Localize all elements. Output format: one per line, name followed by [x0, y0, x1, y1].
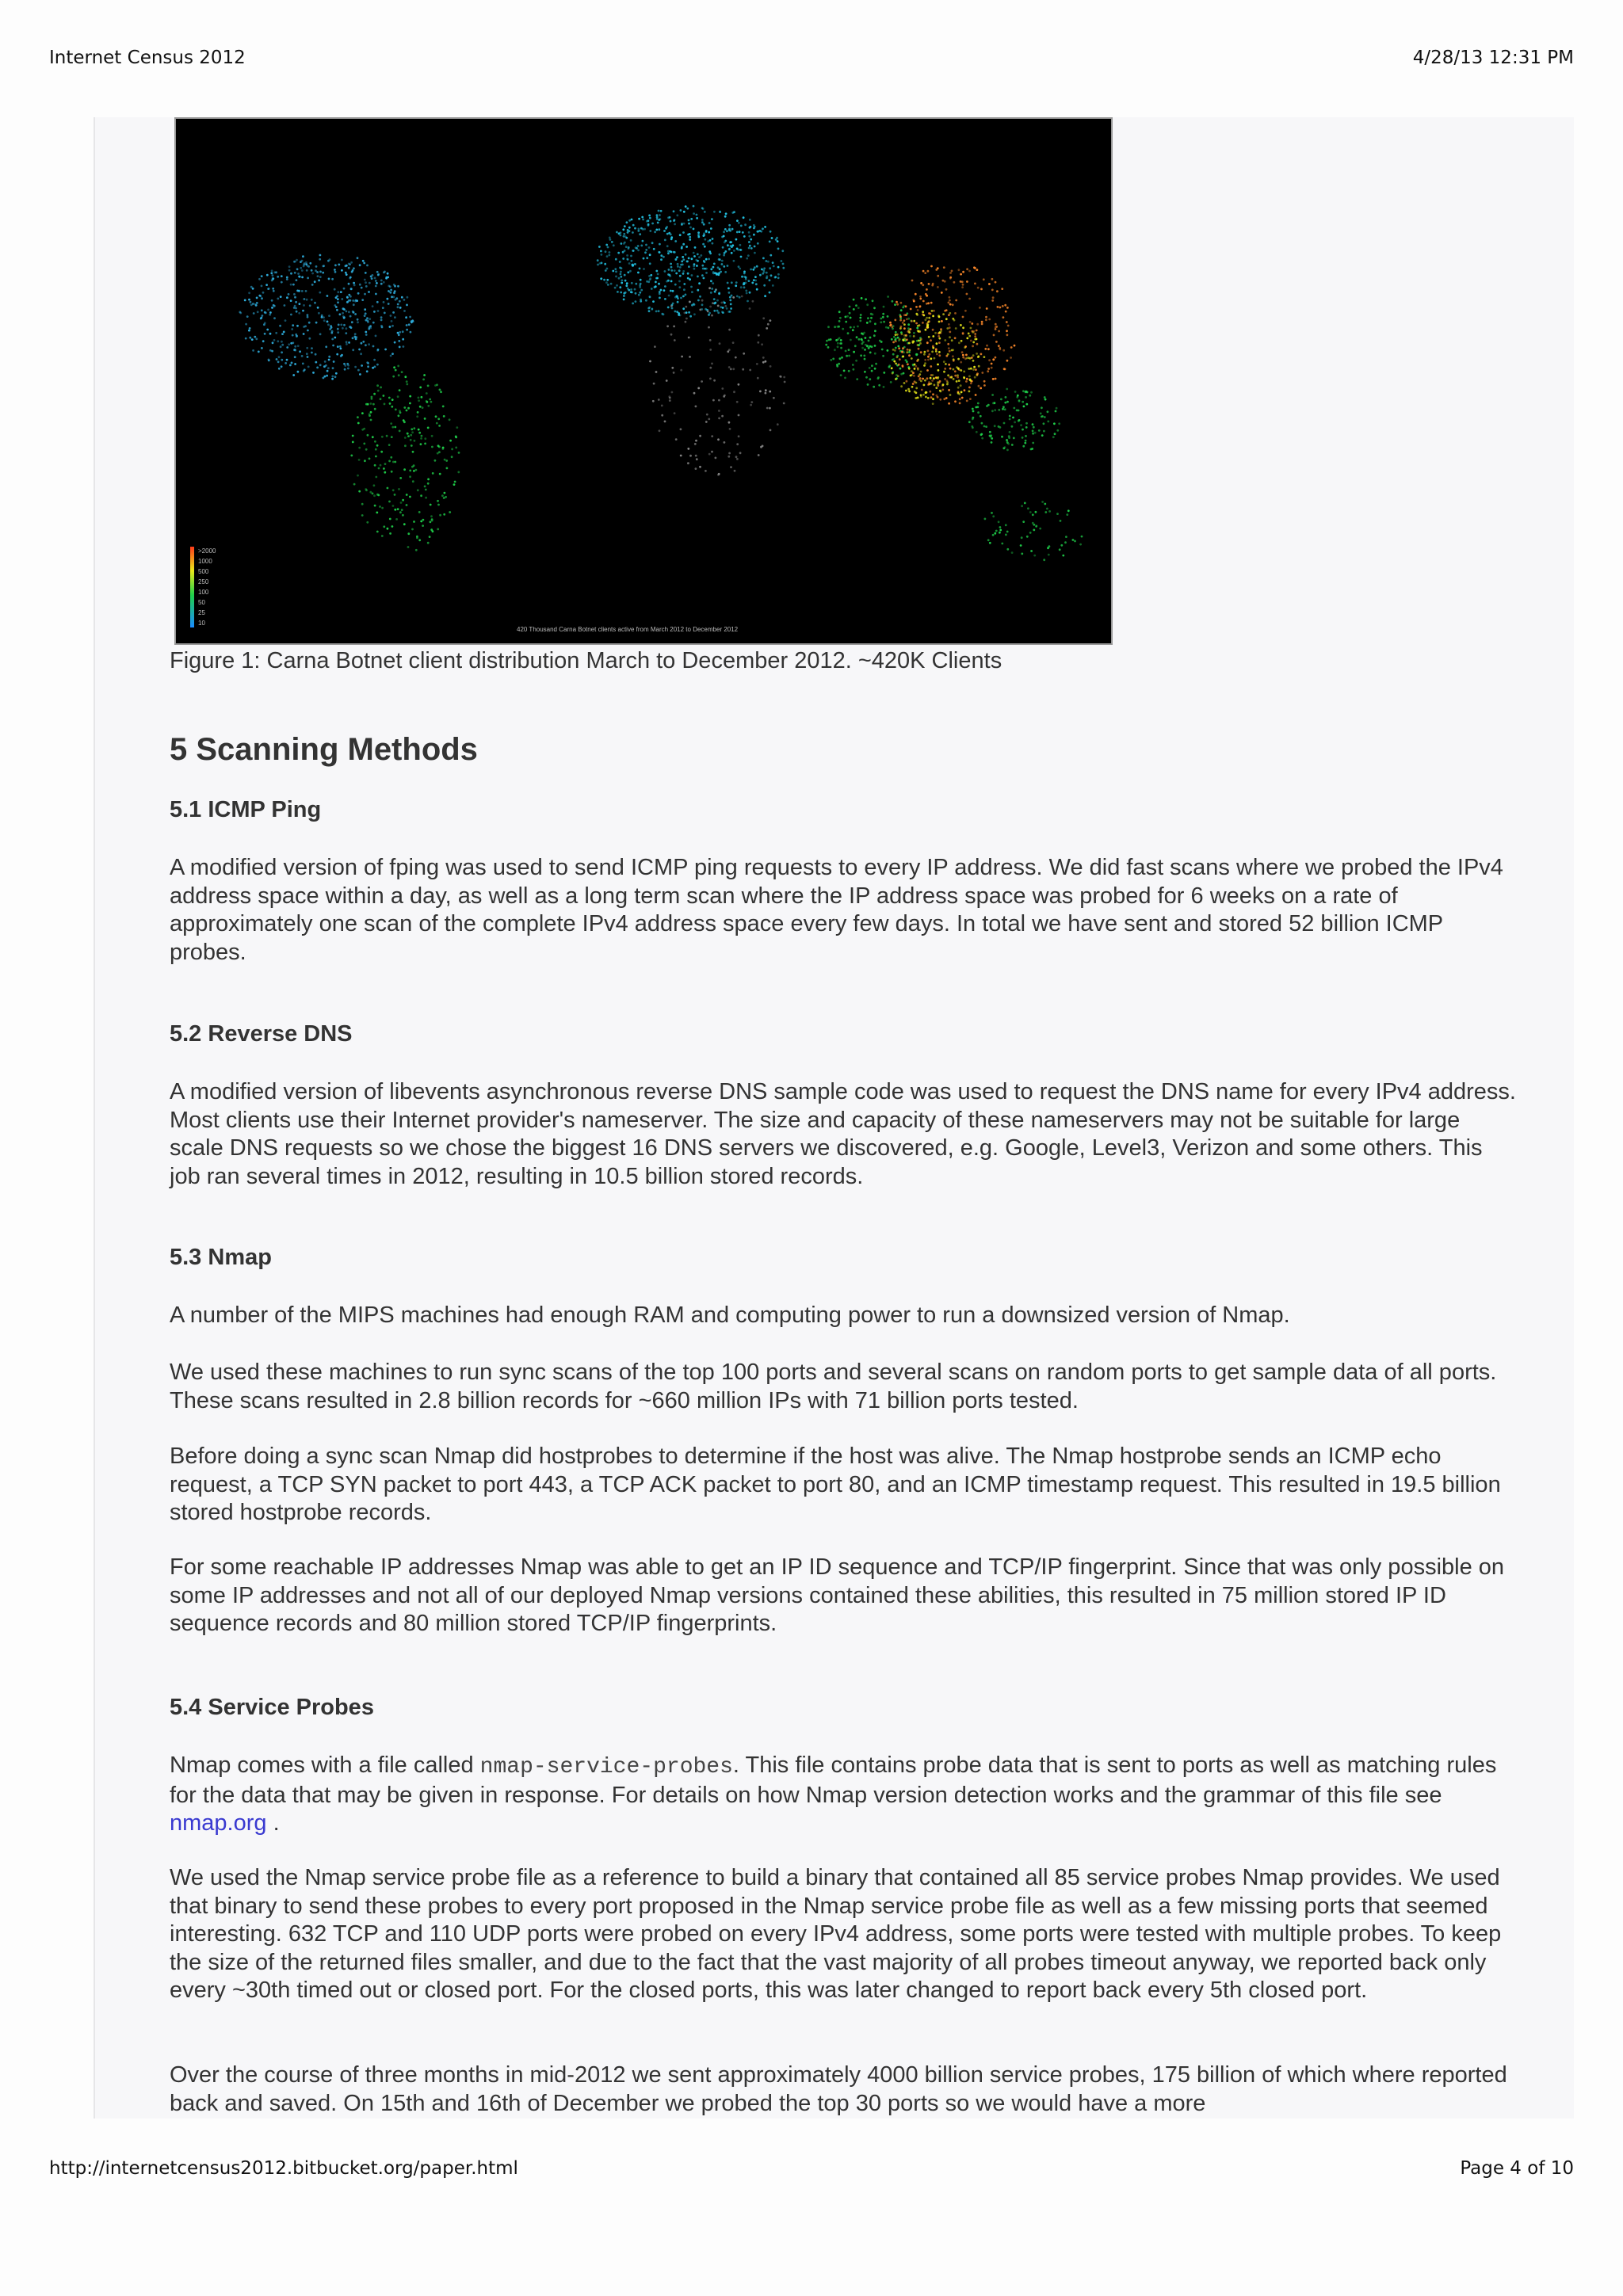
section-heading: 5 Scanning Methods: [170, 732, 478, 767]
text: Nmap comes with a file called: [170, 1753, 480, 1778]
text: . This file contains probe data that is sent to ports as well as matching rules for the data that may be given in response. For details on how Nmap version detection works and the grammar of this file see: [170, 1753, 1497, 1808]
legend-label: 25: [198, 609, 205, 616]
footer-url: http://internetcensus2012.bitbucket.org/paper.html: [49, 2158, 518, 2179]
text: .: [266, 1810, 280, 1836]
footer-page-number: Page 4 of 10: [1460, 2158, 1574, 2179]
paragraph: A number of the MIPS machines had enough RAM and computing power to run a downsized version of Nmap.: [170, 1302, 1290, 1328]
subsection-heading-5-2: 5.2 Reverse DNS: [170, 1021, 353, 1047]
paragraph: We used these machines to run sync scans of the top 100 ports and several scans on random ports to get sample data of all ports. These scans resulted in 2.8 billion records for ~660 million IPs with 71 billion ports tested.: [170, 1360, 1497, 1413]
legend-label: 100: [198, 589, 209, 596]
map-image: [176, 119, 1111, 643]
header-datetime: 4/28/13 12:31 PM: [1412, 48, 1574, 68]
header-title: Internet Census 2012: [49, 48, 246, 68]
botnet-world-map: [174, 117, 1113, 645]
paragraph: Before doing a sync scan Nmap did hostprobes to determine if the host was alive. The Nmap hostprobe sends an ICMP echo request, a TCP SYN packet to port 443, a TCP ACK packet to port 80, and an ICMP timestamp request. This resulted in 19.5 billion stored hostprobe records.: [170, 1444, 1501, 1525]
legend-label: 500: [198, 568, 209, 575]
legend-label: >2000: [198, 547, 216, 555]
paragraph: We used the Nmap service probe file as a reference to build a binary that contained all 85 service probes Nmap provides. We used that binary to send these probes to every port proposed in the Nmap service probe file as well as a few missing ports that seemed interesting. 632 TCP and 110 UDP ports were probed on every IPv4 address, some ports were tested with multiple probes. To keep the size of the returned files smaller, and due to the fact that the vast majority of all probes timeout anyway, we reported back only every ~30th timed out or closed port. For the closed ports, this was later changed to report back every 5th closed port.: [170, 1865, 1502, 2003]
legend-label: 250: [198, 578, 209, 585]
paragraph: A modified version of fping was used to send ICMP ping requests to every IP address. We did fast scans where we probed the IPv4 address space within a day, as well as a long term scan where the IP address space was probed for 6 weeks on a rate of approximately one scan of the complete IPv4 address space every few days. In total we have sent and stored 52 billion ICMP probes.: [170, 855, 1503, 965]
subsection-heading-5-4: 5.4 Service Probes: [170, 1695, 374, 1720]
code-filename: nmap-service-probes: [479, 1755, 733, 1779]
legend-label: 1000: [198, 558, 212, 565]
figure-caption: Figure 1: Carna Botnet client distribution March to December 2012. ~420K Clients: [170, 648, 1002, 673]
nmap-link[interactable]: nmap.org: [170, 1810, 267, 1836]
map-caption: 420 Thousand Carna Botnet clients active from March 2012 to December 2012: [517, 626, 739, 633]
paragraph: [170, 1752, 1517, 1838]
legend-label: 50: [198, 599, 205, 606]
paragraph: Over the course of three months in mid-2012 we sent approximately 4000 billion service probes, 175 billion of which where reported back and saved. On 15th and 16th of December we probed the top 30 ports so we would have a more: [170, 2062, 1507, 2116]
paragraph: For some reachable IP addresses Nmap was able to get an IP ID sequence and TCP/IP fingerprint. Since that was only possible on some IP addresses and not all of our deployed Nmap versions contained these abilities, this resulted in 75 million stored IP ID sequence records and 80 million stored TCP/IP fingerprints.: [170, 1554, 1505, 1636]
paragraph: A modified version of libevents asynchronous reverse DNS sample code was used to request the DNS name for every IPv4 address. Most clients use their Internet provider's nameserver. The size and capacity of these nameservers may not be suitable for large scale DNS requests so we chose the biggest 16 DNS servers we discovered, e.g. Google, Level3, Verizon and some others. This job ran several times in 2012, resulting in 10.5 billion stored records.: [170, 1079, 1516, 1189]
subsection-heading-5-1: 5.1 ICMP Ping: [170, 797, 322, 822]
subsection-heading-5-3: 5.3 Nmap: [170, 1245, 272, 1270]
page-content: [94, 117, 1574, 2119]
legend-color-scale: [190, 547, 194, 627]
legend-label: 10: [198, 620, 205, 627]
